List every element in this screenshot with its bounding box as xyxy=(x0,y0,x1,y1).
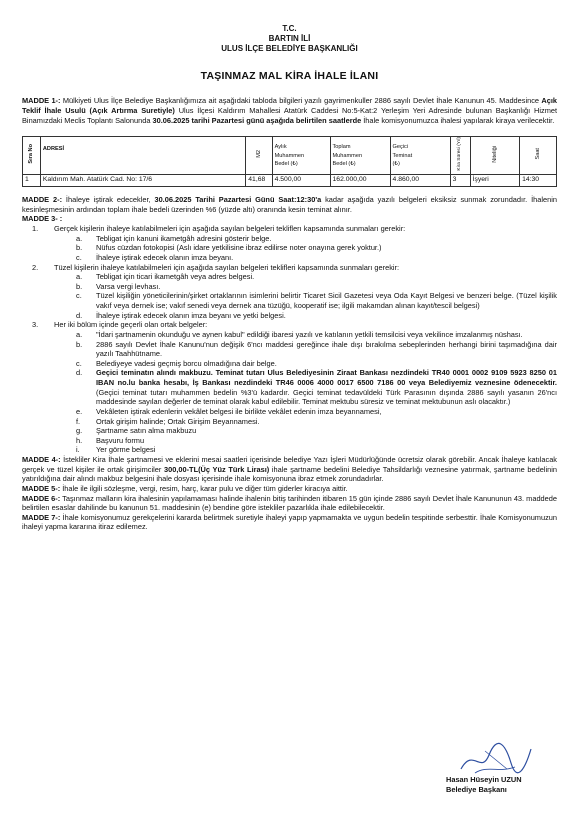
madde-2 xyxy=(22,195,557,214)
sub-text: Tüzel kişiliğin yöneticilerinin/şirket ortaklarının isimlerini belirtir Ticaret Sicil Gazetesi veya Oda Kayıt Belgesi ve benzeri belge. (Tüzel kişilik vakıf veya dernek ise; vakıf senedi veya dernek ana tüzüğü, kooperatif ise; ilgili makamdan alınan kayıt/tescil belgesi) xyxy=(96,291,557,311)
col-gecici-line1: Geçici xyxy=(392,144,409,151)
sub-number: b. xyxy=(76,281,83,291)
madde-3-item xyxy=(32,263,557,273)
madde-2-text-2: kadar aşağıda yazılı belgeleri eksiksiz sunmak zorundadır. İhalenin kesinleşmesinin ardından toplam ihale bedeli üzerinden %6 (yüzde altı) oranında kesin teminat alınır. xyxy=(22,195,557,214)
sub-number: a. xyxy=(76,233,83,243)
teminat-bold-text: Geçici teminatın alındı makbuzu. Teminat tutarı Ulus Belediyesinin Ziraat Bankası nezdindeki TR40 0001 0002 9109 5923 8250 01 IBAN no.lu banka hesabı, İş Bankası nezdindeki TR46 0006 4000 0017 6500 7186 00 veya Belediyemiz veznesine ödenecektir. xyxy=(96,368,557,388)
madde-6-text: Taşınmaz malların kira ihalesinin yapılamaması halinde ihalenin bitiş tarihinden itibaren 15 gün içinde 2886 sayılı Devlet İhale Kanununun 43. maddede belirtilen esaslar dahilinde bu kanunun 51. maddesinin (e) bendine göre istekliler pazarlıkla ihale edilebilecektir. xyxy=(22,493,557,513)
madde-1-text-3: İhale komisyonumuzca ihalesi yapılarak kiraya verilecektir. xyxy=(361,115,555,125)
col-saat-label: Saat xyxy=(534,148,541,160)
list-item xyxy=(76,445,557,455)
madde-6-label: MADDE 6-: xyxy=(22,493,61,503)
sub-number: a. xyxy=(76,272,83,282)
cell-saat: 14:30 xyxy=(520,175,557,187)
madde-7-label: MADDE 7-: xyxy=(22,512,61,522)
col-gecici-line2: Teminat xyxy=(392,152,413,159)
sub-number: c. xyxy=(76,291,82,301)
madde-1-label: MADDE 1-: xyxy=(22,96,61,106)
sub-number: e. xyxy=(76,406,83,416)
sub-text: 2886 sayılı Devlet İhale Kanunu'nun değişik 6'ncı maddesi gereğince ihale dışı bırakılma sebeplerinden herhangi birini taşımadığına dair yazılı Taahhütname. xyxy=(96,339,557,359)
cell-nitelik: İşyeri xyxy=(470,175,520,187)
col-toplam xyxy=(330,137,390,175)
table-header-row xyxy=(23,137,557,175)
col-niteligi xyxy=(470,137,520,175)
madde-2-text-1: İhaleye iştirak edecekler, xyxy=(62,195,155,205)
item-number: 3. xyxy=(32,320,39,330)
cell-sure: 3 xyxy=(450,175,470,187)
list-item xyxy=(76,330,557,340)
sub-number: b. xyxy=(76,339,83,349)
madde-1-bold-2: 30.06.2025 tarihi Pazartesi günü aşağıda belirtilen saatlerde xyxy=(152,115,362,125)
sub-text: Başvuru formu xyxy=(96,435,145,445)
list-item xyxy=(76,368,557,407)
madde-3-item xyxy=(32,224,557,234)
sub-number: d. xyxy=(76,368,83,378)
list-item xyxy=(76,291,557,310)
cell-sira: 1 xyxy=(23,175,41,187)
list-item xyxy=(76,340,557,359)
sub-number: d. xyxy=(76,310,83,320)
sub-text: İhaleye iştirak edecek olanın imza beyanı ve yetki belgesi. xyxy=(96,310,286,320)
col-sira-no xyxy=(23,137,41,175)
madde-1 xyxy=(22,96,557,125)
col-m2-label: M2 xyxy=(255,150,262,158)
col-adres: ADRESİ xyxy=(40,137,245,175)
madde-3-item xyxy=(32,320,557,330)
list-item xyxy=(76,407,557,417)
col-niteligi-label: Niteliği xyxy=(491,145,498,163)
signature-role: Belediye Başkanı xyxy=(446,785,507,795)
list-item xyxy=(76,426,557,436)
item-text: Tüzel kişilerin ihaleye katılabilmeleri için aşağıda sayılan belgeleri teklifleri kapsamında sunmaları gerekir: xyxy=(54,262,400,272)
list-item xyxy=(76,436,557,446)
sub-text: Tebligat için ticari ikametgâh veya adres belgesi. xyxy=(96,272,255,282)
item-number: 2. xyxy=(32,262,39,272)
madde-1-text-2: Ulus İlçesi Kaldırım Mahallesi Atatürk Caddesi No:5-Kat:2 Yerleşim Yeri Adresinde bulunan Başkanlığı Hizmet Binamızdaki Meclis Toplantı Salonunda xyxy=(22,105,558,125)
sub-text: Belediyeye vadesi geçmiş borcu olmadığına dair belge. xyxy=(96,358,277,368)
col-toplam-line1: Toplam xyxy=(332,144,351,151)
sub-text: Şartname satın alma makbuzu xyxy=(96,426,197,436)
teminat-note-text: (Geçici teminat tutarı muhammen bedelin %3'ü kadardır. Geçici teminat tedavüldeki Türk Parasının dışında 2886 sayılı yasanın 26'ncı maddesinde sayılan değerler de teminat olarak kabul edilebilir. Teminat mektubu süresiz ve teminat mektubunun aslı olacaktır.) xyxy=(96,387,557,407)
sub-text: Yer görme belgesi xyxy=(96,445,156,455)
madde-7-text: İhale komisyonumuz gerekçelerini kararda belirtmek suretiyle ihaleyi yapıp yapmamakta ve uygun bedelin tespitinde serbesttir. İhale Komisyonumuzun ihaleyi yapma kararına itiraz edilemez. xyxy=(22,512,557,532)
col-aylik-line1: Aylık xyxy=(274,144,287,151)
sub-number: g. xyxy=(76,426,83,436)
col-toplam-line3: Bedel (₺) xyxy=(332,160,356,167)
sub-number: b. xyxy=(76,243,83,253)
madde-5-text: İhale ile ilgili sözleşme, vergi, resim, harç, karar pulu ve diğer tüm giderler kiracıya aittir. xyxy=(60,483,348,493)
col-aylik-line3: Bedel (₺) xyxy=(274,160,298,167)
col-toplam-line2: Muhammen xyxy=(332,152,363,159)
madde-6 xyxy=(22,494,557,513)
madde-7 xyxy=(22,513,557,532)
madde-4-text-2: ihale şartname bedelini Belediye Tahsildarlığı veznesine yatırmak, şartname bedelinin yatırıldığına dair alındı makbuz belgesini ihale dosyası içerisinde ihale komisyonuna ibraz etmek zorundadırlar. xyxy=(22,464,557,484)
item-text: Gerçek kişilerin ihaleye katılabilmeleri için aşağıda sayılan belgeleri tekliflerı kapsamında sunmaları gerekir: xyxy=(54,224,406,234)
madde-3 xyxy=(22,214,557,455)
list-item xyxy=(76,234,557,244)
cell-adres: Kaldırım Mah. Atatürk Cad. No: 17/6 xyxy=(40,175,245,187)
sub-text xyxy=(96,368,557,407)
signature-block xyxy=(446,775,522,796)
item-number: 1. xyxy=(32,224,39,234)
sub-text: Varsa vergi levhası. xyxy=(96,281,161,291)
sub-number: h. xyxy=(76,435,83,445)
col-m2 xyxy=(246,137,272,175)
sub-text: Nüfus cüzdan fotokopisi (Aslı idare yetkilisine ibraz edilirse noter onayına gerek yoktur.) xyxy=(96,243,382,253)
madde-2-bold-1: 30.06.2025 Tarihi Pazartesi Günü Saat:12:30'a xyxy=(154,195,322,205)
sub-number: f. xyxy=(76,416,81,426)
document-page xyxy=(22,24,557,532)
property-table xyxy=(22,136,557,187)
cell-toplam: 162.000,00 xyxy=(330,175,390,187)
madde-4-label: MADDE 4-: xyxy=(22,455,61,465)
col-kira-suresi xyxy=(450,137,470,175)
cell-m2: 41,68 xyxy=(246,175,272,187)
sub-text: Ortak girişim halinde; Ortak Girişim Beyannamesi. xyxy=(96,416,260,426)
document-title: TAŞINMAZ MAL KİRA İHALE İLANI xyxy=(200,69,379,82)
sub-text: Tebligat için kanuni ikametgâh adresini gösterir belge. xyxy=(96,233,272,243)
madde-3-label: MADDE 3- : xyxy=(22,214,63,224)
col-aylik-line2: Muhammen xyxy=(274,152,305,159)
sub-text: "İdari şartnamenin okunduğu ve aynen kabul" edildiği ibaresi yazılı ve katılanın yetkili temsilcisi veya vekilince imzalanmış nüshası. xyxy=(96,329,523,339)
col-gecici xyxy=(390,137,450,175)
header-line-province: BARTIN İLİ xyxy=(268,34,311,44)
list-item xyxy=(76,253,557,263)
list-item xyxy=(76,243,557,253)
header-line-tc: T.C. xyxy=(282,24,297,33)
madde-4-text-1: İstekliler Kira İhale şartnamesi ve eklerini mesai saatleri içerisinde belediye Yazı İşleri Müdürlüğünde ücretsiz olarak görebilir. Ancak İhaleye katılacak gerçek ve tüzel kişiler ile ortak girişimciler xyxy=(22,455,558,474)
madde-5 xyxy=(22,484,557,494)
col-aylik xyxy=(272,137,330,175)
col-sira-no-label: Sıra No xyxy=(28,144,35,164)
item-text: Her iki bölüm içinde geçerli olan ortak belgeler: xyxy=(54,320,208,330)
cell-gecici: 4.860,00 xyxy=(390,175,450,187)
cell-aylik: 4.500,00 xyxy=(272,175,330,187)
sub-text: İhaleye iştirak edecek olanın imza beyanı. xyxy=(96,252,234,262)
col-gecici-line3: (₺) xyxy=(392,160,400,167)
sub-number: c. xyxy=(76,358,82,368)
madde-1-bold-1: Açık Teklif İhale Usulü (Açık Artırma Suretiyle) xyxy=(22,96,557,115)
signature-name: Hasan Hüseyin UZUN xyxy=(446,775,522,784)
signature-scribble-icon xyxy=(455,739,535,779)
madde-1-text-1: Mülkiyeti Ulus İlçe Belediye Başkanlığımıza ait aşağıdaki tabloda bilgileri yazılı gayrimenkuller 2886 sayılı Devlet İhale Kanunun 45. Maddesince xyxy=(60,96,542,106)
madde-2-label: MADDE 2-: xyxy=(22,195,63,205)
col-saat xyxy=(520,137,557,175)
sub-number: a. xyxy=(76,329,83,339)
document-header xyxy=(22,24,557,55)
list-item xyxy=(76,359,557,369)
sub-number: i. xyxy=(76,445,80,455)
madde-4 xyxy=(22,455,557,484)
list-item xyxy=(76,272,557,282)
col-kira-suresi-label: Kira Süresi (Yıl) xyxy=(457,137,463,171)
madde-5-label: MADDE 5-: xyxy=(22,483,61,493)
table-row xyxy=(23,175,557,187)
list-item xyxy=(76,282,557,292)
sub-number: c. xyxy=(76,252,82,262)
sub-text: Vekâleten iştirak edenlerin vekâlet belgesi ile birlikte vekâlet edenin imza beyannamesi, xyxy=(96,406,382,416)
list-item xyxy=(76,311,557,321)
madde-4-bold-1: 300,00-TL(Üç Yüz Türk Lirası) xyxy=(163,464,270,474)
header-line-municipality: ULUS İLÇE BELEDİYE BAŞKANLIĞI xyxy=(221,44,358,54)
list-item xyxy=(76,417,557,427)
